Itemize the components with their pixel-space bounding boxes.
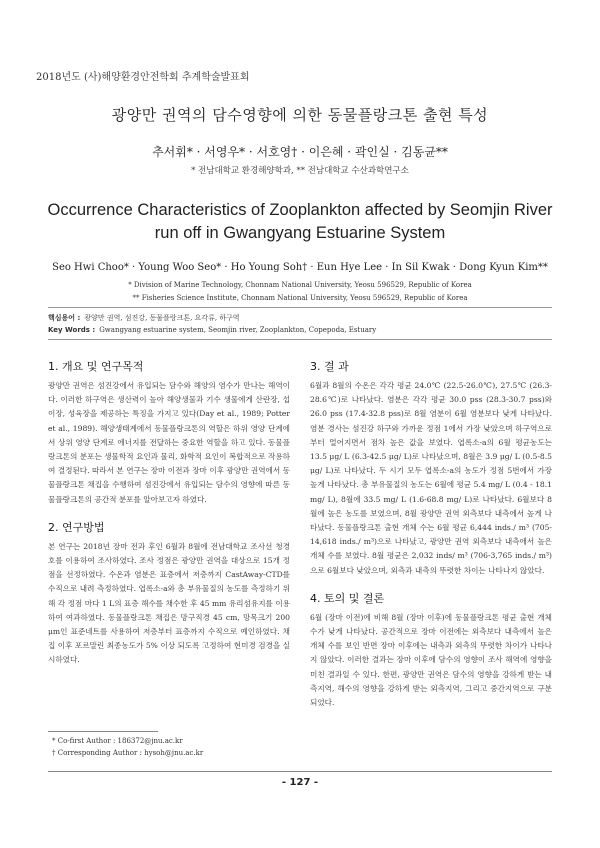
- keywords-bottom-rule: [48, 339, 552, 340]
- english-affiliation-2: ** Fisheries Science Institute, Chonnam National University, Yeosu 596529, Republic of Korea: [132, 294, 468, 302]
- footnote-corresponding-author: † Corresponding Author : hysoh@jnu.ac.kr: [52, 749, 204, 757]
- footnote-rule: [48, 731, 158, 732]
- page-bottom-rule: [48, 771, 552, 772]
- keywords-korean: [48, 313, 240, 323]
- keywords-english-label: Key Words :: [48, 326, 96, 334]
- results-text: 6월과 8월의 수온은 각각 평균 24.0℃ (22.5-26.0℃), 27.5℃ (26.3-28.6℃)로 나타났다. 염분은 각각 평균 30.0 pss (28.3-30.7 pss)와 26.0 pss (17.4-32.8 pss)로 8월 염분이 6월 염분보다 낮게 나타났다. 염분 경사는 섬진강 하구와 가까운 정점 1에서 가장 낮았으며 하구역으로부터 멀어지면서 점차 높은 값을 보였다. 엽록소-a의 6월 평균농도는 13.5 μg/ L (6.3-42.5 μg/ L)로 나타났으며, 8월은 3.9 μg/ L (0.5-8.5 μg/ L)로 나타났다. 두 시기 모두 엽록소-a의 농도가 정점 5번에서 가장 높게 나타났다. 총 부유물질의 농도는 6월에 평균 5.4 mg/ L (0.4 - 18.1 mg/ L), 8월에 33.5 mg/ L (1.6-68.8 mg/ L)로 나타났다. 6월보다 8월에 높은 농도를 보였으며, 8월 광양만 권역 외측보다 내측에서 높게 나타났다. 동물플랑크톤 출현 개체 수는 6월 평균 6,444 inds./ m³ (705-14,618 inds./ m³)으로 나타났고, 광양만 권역 외측보다 내측에서 높은 개체 수를 보였다. 8월 평균은 2,032 inds/ m³ (706-3,765 inds./ m³)으로 6월보다 낮았으며, 외측과 내측의 뚜렷한 차이는 나타나지 않았다.: [310, 381, 552, 575]
- keywords-english-text: Gwangyang estuarine system, Seomjin river, Zooplankton, Copepoda, Estuary: [99, 326, 377, 334]
- keywords-top-rule: [48, 307, 552, 308]
- methods-heading: 2. 연구방법: [48, 520, 105, 534]
- korean-authors: 추서휘* · 서영우* · 서호영† · 이은혜 · 곽인실 · 김동균**: [152, 145, 448, 159]
- keywords-korean-label: 핵심용어 :: [48, 314, 81, 322]
- keywords-english: [48, 326, 376, 334]
- conclusion-heading: 4. 토의 및 결론: [310, 591, 385, 605]
- methods-text: 본 연구는 2018년 장마 전과 후인 6월과 8월에 전남대학교 조사선 청경호를 이용하여 조사하였다. 조사 정점은 광양만 권역을 대상으로 15개 정점을 선정하였다. 수온과 염분은 표층에서 저층까지 CastAway-CTD를 수직으로 내려 측정하였다. 엽록소-a와 총 부유물질의 농도를 측정하기 위해 각 정점 마다 1 L의 표층 해수를 채수한 후 45 mm 유리섬유지를 이용하여 여과하였다. 동물플랑크톤 채집은 망구직경 45 cm, 망목크기 200 μm인 표준네트를 사용하여 저층부터 표층까지 수직으로 예인하였다. 채집 이후 포르말린 최종농도가 5% 이상 되도록 고정하여 현미경 검경을 실시하였다.: [48, 541, 290, 665]
- conclusion-text: 6월 (장마 이전)에 비해 8월 (장마 이후)에 동물플랑크톤 평균 출현 개체 수가 낮게 나타났다. 공간적으로 장마 이전에는 외측보다 내측에서 높은 개체 수를 보인 반면 장마 이후에는 내측과 외측의 뚜렷한 차이가 나타나지 않았다. 이러한 결과는 장마 이후에 담수의 영향이 조사 해역에 영향을 미친 결과일 수 있다. 한편, 광양만 권역은 담수의 영향을 강하게 받는 내측지역, 해수의 영향을 강하게 받는 외측지역, 그리고 중간지역으로 구분되었다.: [310, 612, 552, 708]
- right-column: [310, 358, 552, 710]
- korean-affiliation: * 전남대학교 환경해양학과, ** 전남대학교 수산과학연구소: [191, 166, 409, 176]
- english-title: Occurrence Characteristics of Zooplankton affected by Seomjin River run off in Gwangyang Estuarine System: [47, 201, 553, 242]
- keywords-korean-text: 광양만 권역, 섬진강, 동물플랑크톤, 요각류, 하구역: [84, 314, 240, 322]
- left-column: [48, 358, 290, 668]
- intro-heading: 1. 개요 및 연구목적: [48, 360, 144, 373]
- footnote-first-author: * Co-first Author : 186372@jnu.ac.kr: [52, 737, 183, 745]
- intro-text: 광양만 권역은 섬진강에서 유입되는 담수와 해양의 염수가 만나는 해역이다. 이러한 하구역은 생산력이 높아 해양생물과 기수 생물에게 산란장, 섭이장, 성육장을 제공하는 특징을 가지고 있다(Day et al., 1989; Potter et al., 1989). 해양생태계에서 동물플랑크톤의 역할은 하위 영양 단계에서 상위 영양 단계로 에너지를 전달하는 중요한 역할을 하고 있다. 동물플랑크톤의 분포는 생물학적 요인과 물리, 화학적 요인이 복합적으로 작용하여 결정된다. 따라서 본 연구는 장마 이전과 장마 이후 광양만 권역에서 동물플랑크톤 채집을 수행하여 섬진강에서 유입되는 담수의 영향에 따른 동물플랑크톤의 공간적 분포를 알아보고자 하였다.: [48, 381, 290, 504]
- page-number: - 127 -: [281, 777, 319, 788]
- english-authors: Seo Hwi Choo* · Young Woo Seo* · Ho Young Soh† · Eun Hye Lee · In Sil Kwak · Dong Kyun Kim**: [52, 262, 548, 273]
- english-affiliation-1: * Division of Marine Technology, Chonnam National University, Yeosu 596529, Republic of Korea: [128, 281, 472, 289]
- conference-header: 2018년도 (사)해양환경안전학회 추계학술발표회: [36, 72, 250, 83]
- results-heading: 3. 결 과: [310, 360, 349, 373]
- korean-title: 광양만 권역의 담수영향에 의한 동물플랑크톤 출현 특성: [111, 106, 489, 124]
